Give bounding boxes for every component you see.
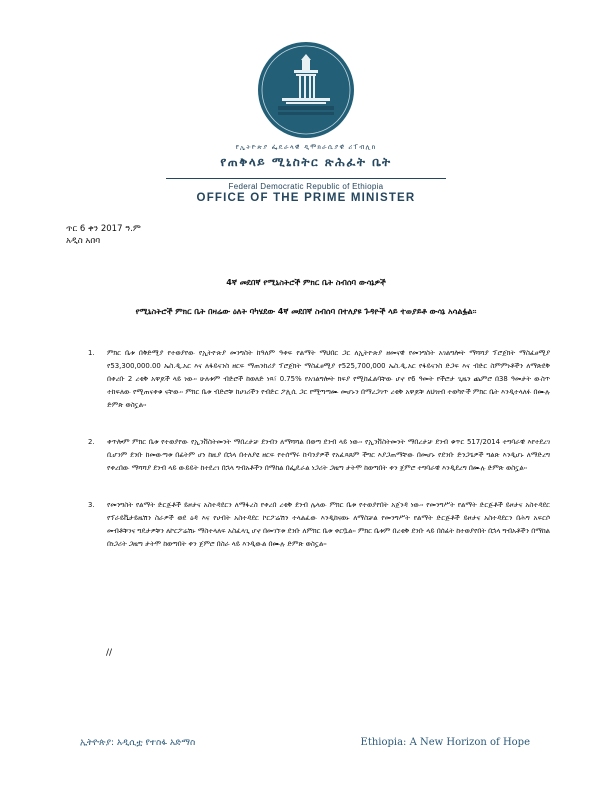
decision-number: 3. (88, 501, 95, 509)
header-english-country: Federal Democratic Republic of Ethiopia (228, 182, 384, 191)
decision-item (88, 436, 550, 475)
header-amharic-office: የጠቅላይ ሚኒስትር ጽሕፈት ቤት (220, 155, 392, 169)
decision-number: 2. (88, 438, 95, 446)
office-emblem-logo (256, 40, 356, 140)
header-amharic-country: የኢትዮጵያ ፌዴራላዊ ዲሞክራሲያዊ ሪፐብሊክ (235, 143, 377, 151)
decision-list (88, 347, 550, 575)
document-title: 4ኛ መደበኛ የሚኒስትሮች ምክር ቤት ስብሰባ ውሳኔዎች (226, 278, 386, 287)
decision-item (88, 499, 550, 551)
document-date: ጥር 6 ቀን 2017 ዓ.ም (66, 224, 141, 234)
header-divider (166, 178, 446, 179)
closing-mark: // (106, 648, 113, 658)
footer-english-slogan: Ethiopia: A New Horizon of Hope (360, 737, 530, 748)
decision-number: 1. (88, 349, 95, 357)
footer-amharic-slogan: ኢትዮጵያ: አዲሲቷ የተስፋ አድማስ (80, 738, 196, 748)
document-city: አዲስ አበባ (66, 236, 101, 246)
header-english-office: OFFICE OF THE PRIME MINISTER (196, 192, 416, 204)
decision-text: የመንግስት የልማት ድርጅቶች ይዞታና አስተዳደርን ለማፋረስ የቀረበ ረቂቅ ደንብ ሌላው ምክር ቤቱ የተወያየበት አጀንዳ ነው፡፡ የመንግሥት የልማት ድርጅቶች ይዞታና አስተዳደር የፕራይቬታይዜሽን ስራዎች ወደ ዕዳ እና የሀብት አስተዳደር ኮርፖሬሽን ተላልፈው እንዲከናወኑ ለማስቻል የመንግሥት የልማት ድርጅቶች ይዞታና አስተዳደርን በሕግ አፍርሶ መብቶቹንና ግዴታዎቹን ለኮርፖሬሽኑ ማስተላለፍ አስፈላጊ ሆኖ በመገኘቱ ደንቡ ለምክር ቤቱ ቀርቧል፡፡ ምክር ቤቱም በረቂቅ ደንቡ ላይ በሰፊት ከተወያየበት በኋላ ግብአቶችን በማከል በነጋሪት ጋዜጣ ታትሞ ከወጣበት ቀን ጀምሮ በስራ ላይ እንዲውል በሙሉ ድምጽ ወስኗል፡፡ (107, 501, 550, 548)
decision-text: ምክር ቤቱ በቅድሚያ የተወያየው የኢትዮጵያ መንግስት ከዓለም ዓቀፍ የልማት ማህበር ጋር ለኢትዮጵያ ዘመናዊ የመንግስት አገልግሎት ማሻሻያ ፕሮጀክት ማስፈፀሚያ የ53,300,000.00 ኤስ.ዲ.አር እና ለፋይናንስ ዘርፍ ማጠንከሪያ ፕሮጀክት ማስፈፀሚያ የ525,700,000 ኤስ.ዲ.አር የፋይናንስ ድጋፍ እና ብድር ስምምነቶችን ለማጽደቅ በቀረቡ 2 ረቂቅ አዋጆች ላይ ነው፡፡ ሁለቱም ብድሮች ከወለድ ነጻ፣ 0.75% የአገልግሎት ክፍያ የሚከፈልባቸው ሆኖ የ6 ዓመት የችሮታ ጊዜን ጨምሮ በ38 ዓመታት ውስጥ ተከፍለው የሚጠናቀቁ ናቸው፡፡ ምክር ቤቱ ብድሮቹ ከሀገሪችን የብድር ፖሊሲ ጋር የሚጣጣሙ መሆኑን በማረጋገጥ ረቂቅ አዋጆቹ ለህዝብ ተወካዮች ምክር ቤት እንዲተላለፉ በሙሉ ድምጽ ወስኗል፡፡ (107, 349, 550, 409)
decision-text: ቀጥሎም ምክር ቤቱ የተወያየው የኢንቨስትመንት ማበረታቻ ደንብን ለማሻሻል በወጣ ደንብ ላይ ነው፡፡ የኢንቨስትመንት ማበረታቻ ደንብ ቁጥር 517/2014 ተግባራዊ እየተደረገ ቢሆንም ደንቡ ከመውጣቱ በፊትም ሆነ ከዚያ በኋላ በተለያዩ ዘርፍ የተሰማሩ ኩባንያዎች የአፈጻጸም ችግር እያጋጠማቸው በመሆኑ የደንቡ ድንጋጌዎች ግልጽ እንዲሆኑ ለማድረግ የቀረበው ማሻሻያ ደንብ ላይ ውይይት ከተደረገ በኋላ ግብአቶችን በማከል በፌዴራል ነጋሪት ጋዜጣ ታትሞ ከወጣበት ቀን ጀምሮ ተግባራዊ እንዲደረግ በሙሉ ድምጽ ወስኗል፡፡ (107, 438, 550, 472)
decision-item (88, 347, 550, 412)
document-subtitle: የሚኒስትሮች ምክር ቤት በዛሬው ዕለት ባካሄደው 4ኛ መደበኛ ስብሰባ በተለያዩ ጉዳዮች ላይ ተወያይቶ ውሳኔ አሳልፏል፡፡ (135, 307, 477, 316)
